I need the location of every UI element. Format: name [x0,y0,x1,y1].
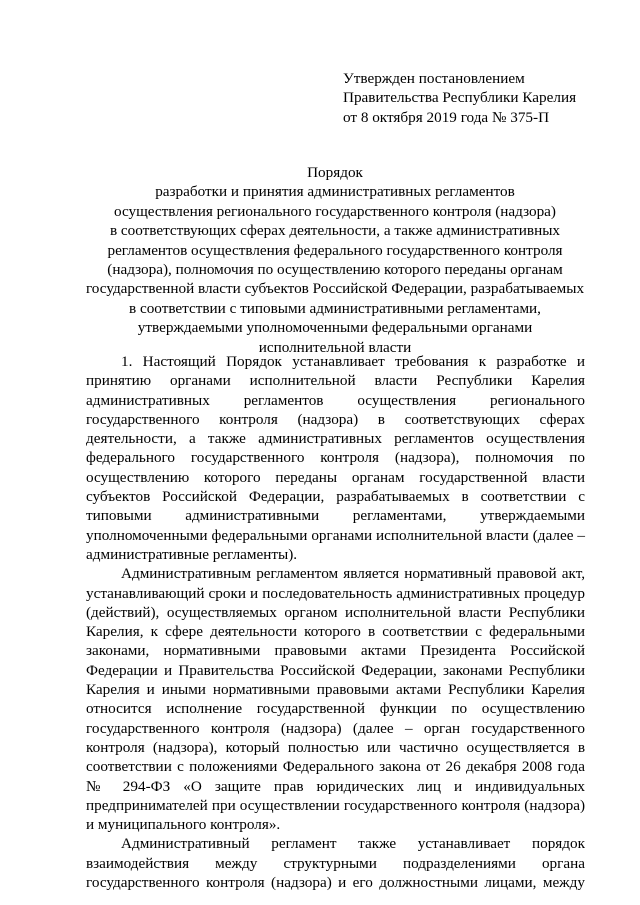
paragraph-2 [86,564,585,834]
document-title [80,163,590,357]
title-line: государственной власти субъектов Российской Федерации, разрабатываемых [85,280,585,298]
paragraph-line: № 294-ФЗ «О защите прав юридических лиц и индивидуальных [86,777,585,795]
document-body [86,352,585,892]
title-line: исполнительной власти [258,338,412,356]
paragraph-line: государственного контроля (надзора) и его должностными лицами, между [86,874,585,892]
title-line: осуществления регионального государственного контроля (надзора) [114,202,556,220]
paragraph-line: относится исполнение государственной функции по осуществлению [86,700,585,718]
paragraph-line: административных регламентов осуществления регионального [86,391,585,409]
paragraph-1 [86,352,585,564]
paragraph-line: Карелия, к сфере деятельности которого в соответствии с федеральными [86,623,585,641]
paragraph-line: устанавливающий сроки и последовательность административных процедур [86,584,585,602]
paragraph-line: 1. Настоящий Порядок устанавливает требования к разработке и [121,353,585,370]
paragraph-line: принятию органами исполнительной власти Республики Карелия [86,372,585,390]
paragraph-line: (действий), осуществляемых органом исполнительной власти Республики [86,603,585,621]
paragraph-line: Административным регламентом является нормативный правовой акт, [121,565,585,583]
paragraph-line: государственного контроля (надзора) в соответствующих сферах [86,410,585,428]
paragraph-line: уполномоченными федеральными органами исполнительной власти (далее – [86,526,585,544]
paragraph-line: соответствии с положениями Федерального закона от 26 декабря 2008 года [86,758,585,776]
title-line: в соответствии с типовыми административными регламентами, [129,299,541,317]
approval-stamp [343,69,623,127]
paragraph-line: государственного контроля (надзора) (далее – орган государственного [86,719,585,737]
paragraph-line: федерального государственного контроля (надзора), полномочия по [86,449,585,467]
paragraph-line: административные регламенты). [86,545,298,563]
paragraph-line: субъектов Российской Федерации, разрабатываемых в соответствии с [86,488,585,506]
approval-line-3: от 8 октября 2019 года № 375-П [343,108,550,126]
title-line: регламентов осуществления федерального государственного контроля [107,241,563,259]
paragraph-line: деятельности, а также административных регламентов осуществления [86,430,585,448]
paragraph-line: и муниципального контроля». [86,816,281,834]
paragraph-line: осуществлению которого переданы органам государственной власти [86,468,585,486]
title-line: (надзора), полномочия по осуществлению которого переданы органам [107,261,563,279]
title-line: утверждаемыми уполномоченными федеральными органами [137,319,533,337]
paragraph-line: контроля (надзора), который полностью или частично осуществляется в [86,738,585,756]
paragraph-line: Административный регламент также устанавливает порядок [121,835,585,853]
paragraph-3 [86,834,585,892]
title-line: разработки и принятия административных регламентов [155,183,515,201]
approval-line-1: Утвержден постановлением [343,70,525,87]
paragraph-line: типовыми административными регламентами, утверждаемыми [86,507,585,525]
paragraph-line: законами, нормативными правовыми актами Президента Российской [86,642,585,660]
approval-line-2: Правительства Республики Карелия [343,89,577,107]
title-heading: Порядок [307,164,363,181]
paragraph-line: предпринимателей при осуществлении государственного контроля (надзора) [86,796,585,814]
paragraph-line: взаимодействия между структурными подразделениями органа [86,854,585,872]
title-line: в соответствующих сферах деятельности, а также административных [109,222,561,240]
paragraph-line: Карелия и иными нормативными правовыми актами Республики Карелия [86,681,585,699]
paragraph-line: Федерации и Правительства Российской Федерации, законами Республики [86,661,585,679]
